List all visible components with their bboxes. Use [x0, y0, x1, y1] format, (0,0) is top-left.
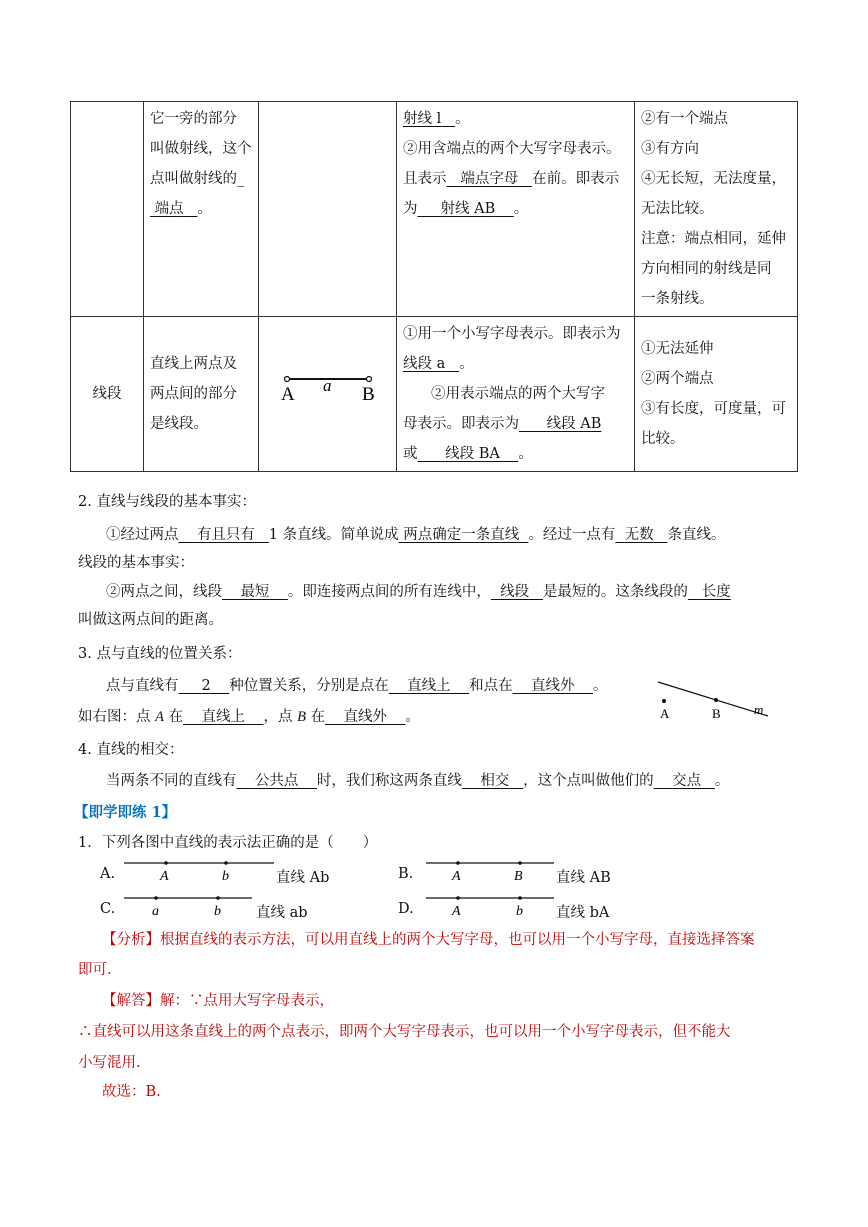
ray-prop: 无法比较。: [641, 201, 714, 217]
ray-row: [71, 102, 798, 317]
option-c-p1: a: [152, 904, 159, 919]
segment-notation-line: ②用表示端点的两个大写字: [431, 386, 605, 402]
segment-prop: ①无法延伸: [641, 341, 714, 357]
segment-figure-cell: [259, 317, 397, 472]
ray-notation-line: 为 射线 AB 。: [403, 201, 529, 217]
answer-line4: 故选：B.: [102, 1084, 161, 1100]
segment-row: [71, 317, 798, 472]
segment-definition-cell: [144, 317, 259, 472]
section2-line1: ①经过两点 有且只有 1 条直线。简单说成 两点确定一条直线 。经过一点有 无数 条直线。: [106, 527, 726, 543]
option-b: B. A B 直线 AB: [398, 858, 658, 888]
segment-figure: [265, 369, 385, 409]
ray-notation-line: 且表示 端点字母 在前。即表示: [403, 171, 620, 187]
option-a-p1: A: [160, 869, 169, 884]
segment-point-b: B: [362, 383, 375, 405]
answer-line1: 【解答】解：∵点用大写字母表示，: [102, 993, 334, 1009]
ray-def-line: 点叫做射线的_: [150, 171, 245, 187]
section4-line1: 当两条不同的直线有 公共点 时，我们称这两条直线 相交 ，这个点叫做他们的 交点 。: [106, 773, 730, 789]
option-c: C. a b 直线 ab: [100, 893, 360, 923]
option-d: D. A b 直线 bA: [398, 893, 658, 923]
segment-notation-cell: [397, 317, 635, 472]
figure-point-a: A: [660, 706, 670, 721]
segment-label-a: a: [323, 375, 332, 395]
figure-point-b: B: [712, 706, 721, 721]
segment-point-a: A: [281, 383, 295, 405]
section2-line2: 线段的基本事实：: [78, 555, 194, 571]
segment-prop: ③有长度，可度量，可: [641, 401, 786, 417]
ray-prop: ③有方向: [641, 141, 699, 157]
segment-notation-line: 母表示。即表示为 线段 AB: [403, 416, 602, 432]
section2-title: 2. 直线与线段的基本事实：: [78, 494, 256, 510]
concept-table: [70, 101, 798, 472]
option-b-p2: B: [514, 869, 523, 884]
ray-figure-cell: [259, 102, 397, 317]
answer-line2: ∴直线可以用这条直线上的两个点表示，即两个大写字母表示，也可以用一个小写字母表示，但不能大: [78, 1024, 731, 1040]
practice-heading: 【即学即练 1】: [74, 804, 177, 821]
point-line-figure: [652, 676, 772, 726]
ray-def-line: 端点 。: [154, 201, 212, 217]
segment-prop: ②两个端点: [641, 371, 714, 387]
option-d-p2: b: [516, 904, 523, 919]
answer-line3: 小写混用.: [78, 1055, 141, 1071]
section3-title: 3. 点与直线的位置关系：: [78, 646, 242, 662]
section4-title: 4. 直线的相交：: [78, 742, 184, 758]
segment-notation-line: 线段 a 。: [403, 356, 474, 372]
section2-line3: ②两点之间，线段 最短 。即连接两点间的所有连线中， 线段 是最短的。这条线段的 长度: [106, 584, 731, 600]
option-b-p1: A: [452, 869, 461, 884]
ray-prop: ②有一个端点: [641, 111, 728, 127]
ray-definition-cell: [144, 102, 259, 317]
segment-properties-cell: [635, 317, 798, 472]
segment-def-line: 直线上两点及: [150, 356, 237, 372]
option-a: A. A b 直线 Ab: [100, 858, 360, 888]
option-a-p2: b: [222, 869, 229, 884]
ray-prop: 一条射线。: [641, 291, 714, 307]
segment-prop: 比较。: [641, 431, 685, 447]
segment-notation-line: ①用一个小写字母表示。即表示为: [403, 326, 621, 342]
analysis-line1: 【分析】根据直线的表示方法，可以用直线上的两个大写字母，也可以用一个小写字母，直接选择答案: [102, 932, 755, 948]
ray-properties-cell: [635, 102, 798, 317]
segment-def-line: 两点间的部分: [150, 386, 237, 402]
section3-line1: 点与直线有 2 种位置关系，分别是点在 直线上 和点在 直线外 。: [106, 678, 608, 694]
ray-notation-line: 射线 l 。: [403, 111, 470, 127]
ray-name-cell: [71, 102, 144, 317]
figure-line-m: m: [754, 702, 764, 717]
segment-def-line: 是线段。: [150, 416, 208, 432]
ray-notation-cell: [397, 102, 635, 317]
segment-notation-line: 或 线段 BA 。: [403, 446, 533, 462]
ray-prop: ④无长短，无法度量，: [641, 171, 786, 187]
option-c-p2: b: [214, 904, 221, 919]
section2-line4: 叫做这两点间的距离。: [78, 612, 223, 628]
segment-name-cell: 线段: [71, 317, 144, 472]
option-d-p1: A: [452, 904, 461, 919]
section3-line2: 如右图：点 A 在 直线上 ，点 B 在 直线外 。: [78, 709, 420, 725]
ray-prop: 方向相同的射线是同: [641, 261, 772, 277]
practice-question: 1．下列各图中直线的表示法正确的是（ ）: [78, 835, 378, 851]
ray-def-line: 叫做射线，这个: [150, 141, 252, 157]
ray-notation-line: ②用含端点的两个大写字母表示。: [403, 141, 621, 157]
ray-prop: 注意：端点相同，延伸: [641, 231, 786, 247]
ray-def-line: 它一旁的部分: [150, 111, 237, 127]
analysis-line2: 即可.: [78, 962, 112, 978]
